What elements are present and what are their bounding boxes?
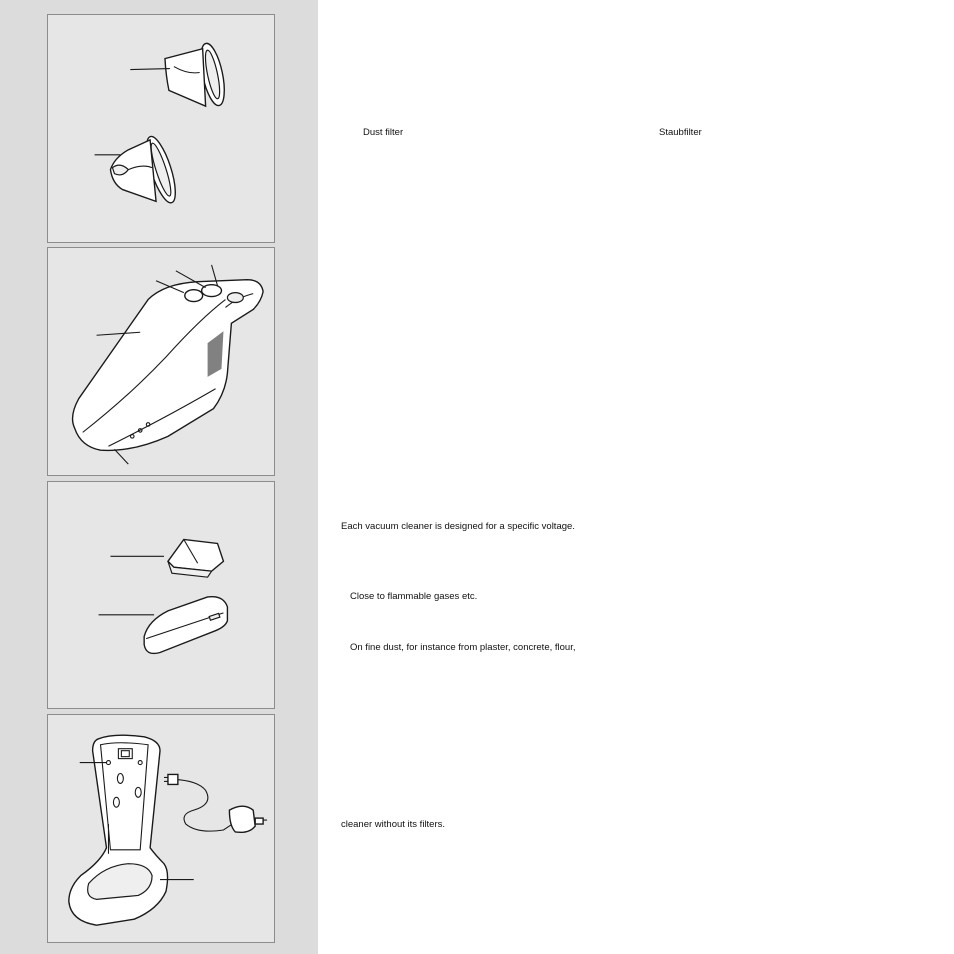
figure-charging-base-and-adapter: [47, 714, 275, 943]
charging-base: [69, 735, 168, 925]
illustration-sidebar: [0, 0, 318, 954]
dust-filters-illustration: [48, 15, 276, 242]
flammable-warning: Close to flammable gases etc.: [350, 591, 478, 602]
figure-nozzle-accessories: [47, 481, 275, 709]
vacuum-cleaner-illustration: [48, 248, 276, 475]
charging-base-illustration: [48, 715, 276, 942]
figure-vacuum-cleaner: [47, 247, 275, 476]
vacuum-cleaner-body: [73, 280, 264, 451]
dust-filter-label-de: Staubfilter: [659, 127, 702, 138]
fine-dust-warning: On fine dust, for instance from plaster, concrete, flour,: [350, 642, 576, 653]
dust-filter-label-en: Dust filter: [363, 127, 404, 138]
brush-nozzle: [144, 597, 227, 654]
voltage-notice: Each vacuum cleaner is designed for a specific voltage.: [341, 521, 575, 532]
crevice-nozzle: [168, 539, 224, 577]
leader-line: [114, 449, 128, 464]
dust-filter-lower: [110, 134, 181, 206]
dust-filter-upper: [165, 41, 229, 107]
power-adapter: [164, 774, 267, 832]
leader-line: [130, 69, 170, 70]
nozzle-accessories-illustration: [48, 482, 276, 708]
figure-dust-filters: [47, 14, 275, 243]
filters-warning: cleaner without its filters.: [341, 819, 446, 830]
